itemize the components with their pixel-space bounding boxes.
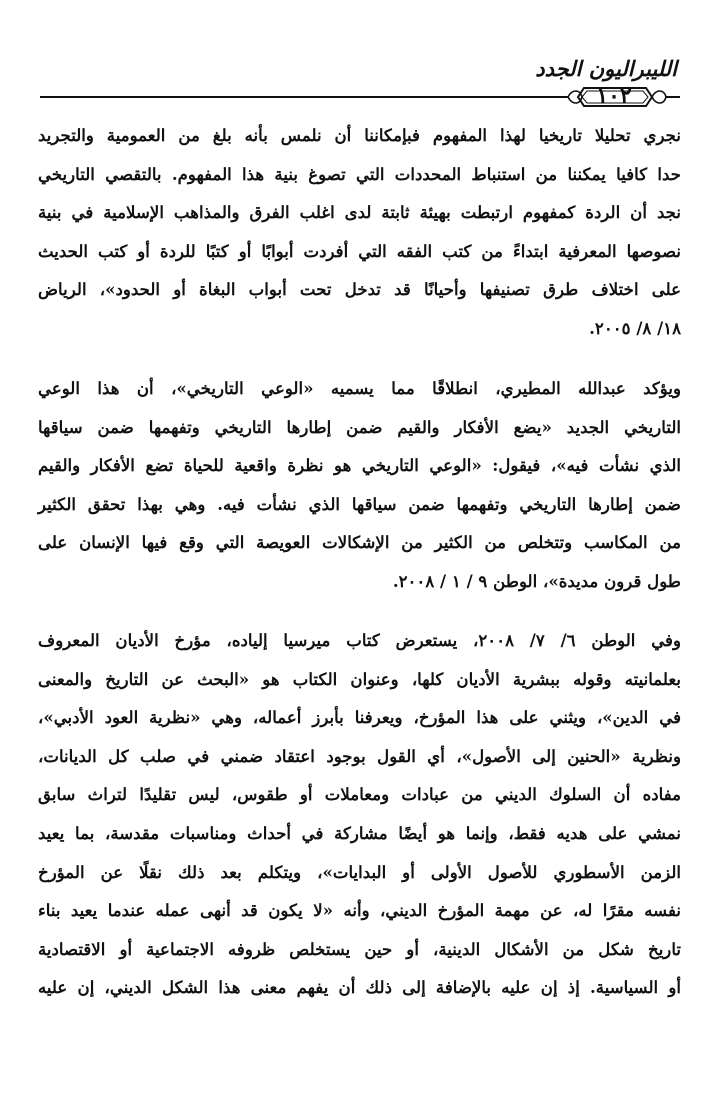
text-line: في الدين»، ويثني على هذا المؤرخ، ويعرفنا بأبرز أعماله، وهي «نظرية العود الأدبي»، (38, 707, 681, 728)
paragraph-2 (38, 369, 681, 601)
paragraph-3 (38, 621, 681, 1007)
text-line: ١٨/ ٨/ ٢٠٠٥. (589, 317, 681, 338)
text-line: بعلمانيته وقوله ببشرية الأديان كلها، وعنوان الكتاب هو «البحث عن التاريخ والمعنى (38, 668, 681, 689)
running-header-title: الليبراليون الجدد (535, 56, 677, 81)
text-line: ضمن إطارها التاريخي وتفهمها ضمن سياقها الذي نشأت فيه. وهي بهذا تحقق الكثير (38, 493, 681, 514)
text-line: أو السياسية. إذ إن عليه بالإضافة إلى ذلك أن يفهم معنى هذا الشكل الديني، إن عليه (38, 977, 681, 998)
text-line: الذي نشأت فيه»، فيقول: «الوعي التاريخي هو نظرة واقعية للحياة تضع الأفكار والقيم (38, 455, 681, 476)
text-line: من المكاسب وتتخلص من الكثير من الإشكالات العويصة التي وقع فيها الإنسان على (38, 532, 681, 553)
text-line: التاريخي الجديد «يضع الأفكار والقيم ضمن إطارها التاريخي وتفهمها ضمن سياقها (38, 416, 681, 437)
text-line: الزمن الأسطوري للأصول الأولى أو البدايات»، ويتكلم بعد ذلك نقلًا عن المؤرخ (38, 861, 681, 882)
page-number: ١٠٢ (596, 83, 632, 109)
text-line: مفاده أن السلوك الديني من عبادات ومعاملات أو طقوس، ليس تقليدًا لتراث سابق (38, 784, 681, 805)
text-line: طول قرون مديدة»، الوطن ٩ / ١ / ٢٠٠٨. (392, 570, 681, 591)
text-line: نمشي على هديه فقط، وإنما هو أيضًا مشاركة في أحداث ومناسبات مقدسة، بما يعيد (38, 822, 681, 843)
text-line: نفسه مقرًا له، عن مهمة المؤرخ الديني، وأنه «لا يكون قد أنهى عمله عندما يعيد بناء (38, 900, 681, 921)
text-line: نصوصها المعرفية ابتداءً من كتب الفقه التي أفردت أبوابًا أو كتبًا للردة أو كتب الحديث (38, 240, 681, 261)
text-line: حدا كافيا يمكننا من استنباط المحددات التي تصوغ بنية هذا المفهوم. بالتقصي التاريخي (38, 163, 681, 184)
text-line: نجد أن الردة كمفهوم ارتبطت بهيئة ثابتة لدى اغلب الفرق والمذاهب الإسلامية في بنية (38, 202, 681, 223)
header-ornament-rule (40, 83, 680, 109)
text-line: وفي الوطن ٦/ ٧/ ٢٠٠٨، يستعرض كتاب ميرسيا إلياده، مؤرخ الأديان المعروف (38, 630, 681, 650)
text-line: ويؤكد عبدالله المطيري، انطلاقًا مما يسميه «الوعي التاريخي»، أن هذا الوعي (38, 378, 681, 398)
text-line: نجري تحليلا تاريخيا لهذا المفهوم فبإمكاننا أن نلمس بأنه بلغ من العمومية والتجريد (38, 125, 681, 145)
text-line: تاريخ شكل من الأشكال الدينية، أو حين يستخلص ظروفه الاجتماعية أو الاقتصادية (38, 938, 681, 959)
paragraph-1 (38, 116, 681, 348)
text-line: على اختلاف طرق تصنيفها وأحيانًا قد تدخل تحت أبواب البغاة أو الحدود»، الرياض (38, 279, 681, 300)
text-line: ونظرية «الحنين إلى الأصول»، أي القول بوجود اعتقاد ضمني في صلب كل الديانات، (38, 745, 681, 766)
